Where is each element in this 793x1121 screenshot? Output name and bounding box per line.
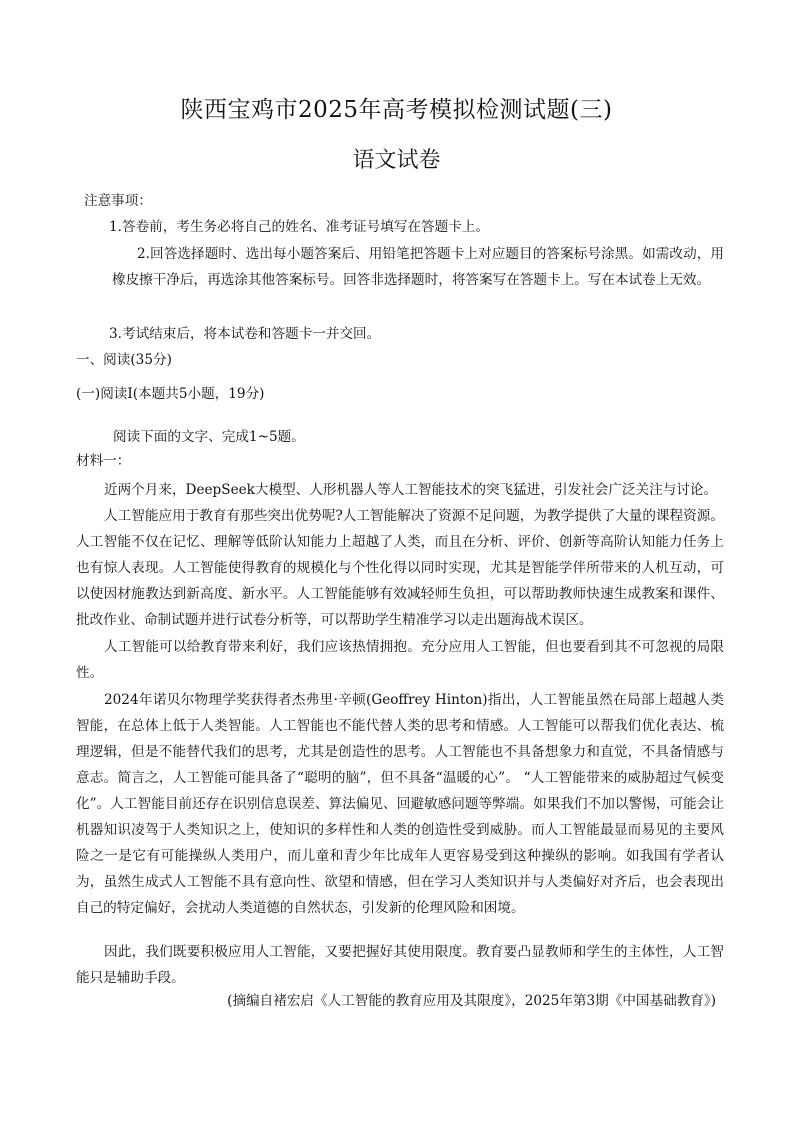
- paragraph-5: 因此，我们既要积极应用人工智能，又要把握好其使用限度。教育要凸显教师和学生的主体性，人工智能只是辅助手段。: [76, 944, 724, 986]
- section-subheading: (一)阅读Ⅰ(本题共5小题，19分): [76, 386, 265, 402]
- section-heading: 一、阅读(35分): [76, 352, 172, 368]
- paragraph-2: 人工智能应用于教育有那些突出优势呢?人工智能解决了资源不足问题，为教学提供了大量的课程资源。人工智能不仅在记忆、理解等低阶认知能力上超越了人类，而且在分析、评价、创新等高阶认知能力任务上也有惊人表现。人工智能使得教育的规模化与个性化得以同时实现，尤其是智能学伴所带来的人机互动，可以使因材施教达到新高度、新水平。人工智能能够有效减轻师生负担，可以帮助教师快速生成教案和课件、批改作业、命制试题并进行试卷分析等，可以帮助学生精准学习以走出题海战术误区。: [76, 508, 724, 628]
- notice-heading: 注意事项：: [84, 193, 152, 209]
- material-label: 材料一：: [76, 453, 131, 469]
- notice-item-2: 2.回答选择题时、选出每小题答案后、用铅笔把答题卡上对应题目的答案标号涂黑。如需改动，用橡皮擦干净后，再选涂其他答案标号。回答非选择题时，将答案写在答题卡上。写在本试卷上无效。: [112, 246, 724, 288]
- paragraph-1: 近两个月来，DeepSeek大模型、人形机器人等人工智能技术的突飞猛进，引发社会广泛关注与讨论。: [104, 482, 718, 498]
- notice-item-3: 3.考试结束后，将本试卷和答题卡一并交回。: [109, 326, 381, 342]
- exam-subtitle: 语文试卷: [352, 148, 441, 173]
- exam-title: 陕西宝鸡市2025年高考模拟检测试题(三): [180, 97, 613, 123]
- reading-instruction: 阅读下面的文字、完成1~5题。: [113, 429, 305, 445]
- paragraph-4: 2024年诺贝尔物理学奖获得者杰弗里·辛顿(Geoffrey Hinton)指出，人工智能虽然在局部上超越人类智能，在总体上低于人类智能。人工智能也不能代替人类的思考和情感。人工智能可以帮我们优化表达、梳理逻辑，但是不能替代我们的思考，尤其是创造性的思考。人工智能也不具备想象力和直觉，不具备情感与意志。简言之，人工智能可能具备了“聪明的脑”，但不具备“温暖的心”。 “人工智能带来的威胁超过气候变化”。人工智能目前还存在识别信息误差、算法偏见、回避敏感问题等弊端。如果我们不加以警惕，可能会让机器知识凌驾于人类知识之上，使知识的多样性和人类的创造性受到威胁。而人工智能最显而易见的主要风险之一是它有可能操纵人类用户，而儿童和青少年比成年人更容易受到这种操纵的影响。如我国有学者认为，虽然生成式人工智能不具有意向性、欲望和情感，但在学习人类知识并与人类偏好对齐后，也会表现出自己的特定偏好，会扰动人类道德的自然状态，引发新的伦理风险和困境。: [76, 692, 724, 916]
- paragraph-3: 人工智能可以给教育带来利好，我们应该热情拥抱。充分应用人工智能，但也要看到其不可忽视的局限性。: [76, 639, 724, 681]
- notice-item-1: 1.答卷前，考生务必将自己的姓名、准考证号填写在答题卡上。: [109, 219, 489, 235]
- source-citation: (摘编自褚宏启《人工智能的教育应用及其限度》，2025年第3期《中国基础教育》): [227, 993, 716, 1009]
